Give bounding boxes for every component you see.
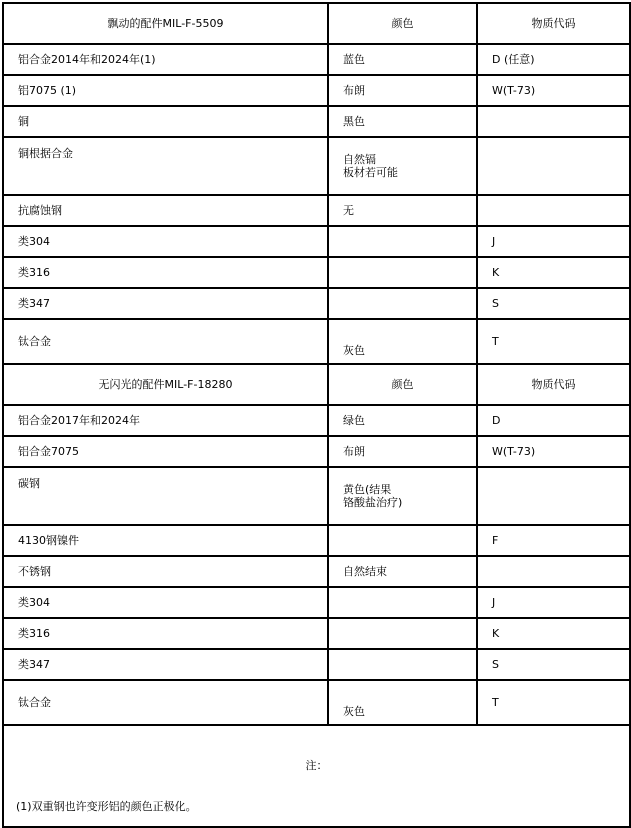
code-cell (477, 556, 630, 587)
color-cell: 布朗 (328, 436, 477, 467)
section2-header-fitting: 无闪光的配件MIL-F-18280 (3, 364, 328, 405)
table-row (3, 436, 630, 467)
table-row (3, 319, 630, 364)
color-cell (328, 288, 477, 319)
material-cell: 铝合金2017年和2024年 (3, 405, 328, 436)
material-cell: 类304 (3, 587, 328, 618)
material-cell: 类347 (3, 649, 328, 680)
color-cell: 蓝色 (328, 44, 477, 75)
material-cell: 铜根据合金 (3, 137, 328, 195)
material-cell: 铝合金2014年和2024年(1) (3, 44, 328, 75)
table-row (3, 106, 630, 137)
notes-text: (1)双重钢也许变形铝的颜色正极化。 (16, 800, 197, 813)
color-cell: 自然结束 (328, 556, 477, 587)
code-cell: S (477, 649, 630, 680)
code-cell (477, 195, 630, 226)
code-cell: D (477, 405, 630, 436)
material-cell: 类347 (3, 288, 328, 319)
material-cell: 铝7075 (1) (3, 75, 328, 106)
section1-header-fitting: 飘动的配件MIL-F-5509 (3, 3, 328, 44)
code-cell: W(T-73) (477, 436, 630, 467)
table-row (3, 257, 630, 288)
color-cell: 无 (328, 195, 477, 226)
material-cell: 碳钢 (3, 467, 328, 525)
material-cell: 抗腐蚀钢 (3, 195, 328, 226)
notes-row (3, 725, 630, 827)
code-cell: J (477, 226, 630, 257)
color-cell: 灰色 (328, 319, 477, 364)
code-cell (477, 137, 630, 195)
material-cell: 铝合金7075 (3, 436, 328, 467)
color-cell: 布朗 (328, 75, 477, 106)
color-cell: 黑色 (328, 106, 477, 137)
notes-title: 注： (305, 759, 328, 772)
material-cell: 类316 (3, 618, 328, 649)
table-row (3, 556, 630, 587)
color-cell: 自然镉 板材若可能 (328, 137, 477, 195)
material-cell: 类304 (3, 226, 328, 257)
code-cell: J (477, 587, 630, 618)
color-cell (328, 618, 477, 649)
table-row (3, 288, 630, 319)
material-cell: 4130钢镍件 (3, 525, 328, 556)
material-cell: 铜 (3, 106, 328, 137)
notes-cell (3, 725, 630, 827)
code-cell: W(T-73) (477, 75, 630, 106)
code-cell: T (477, 319, 630, 364)
color-cell: 灰色 (328, 680, 477, 725)
table-row (3, 649, 630, 680)
color-cell (328, 649, 477, 680)
table-row (3, 525, 630, 556)
code-cell (477, 106, 630, 137)
section1-header-color: 颜色 (328, 3, 477, 44)
section2-header-color: 颜色 (328, 364, 477, 405)
table-row (3, 680, 630, 725)
color-cell (328, 587, 477, 618)
code-cell: F (477, 525, 630, 556)
color-cell (328, 226, 477, 257)
table-row (3, 75, 630, 106)
material-cell: 钛合金 (3, 680, 328, 725)
material-cell: 类316 (3, 257, 328, 288)
code-cell: S (477, 288, 630, 319)
section2-header-code: 物质代码 (477, 364, 630, 405)
table-row (3, 226, 630, 257)
color-cell (328, 525, 477, 556)
fittings-color-code-table (2, 2, 631, 828)
code-cell: D (任意) (477, 44, 630, 75)
color-cell: 绿色 (328, 405, 477, 436)
code-cell: K (477, 618, 630, 649)
color-cell: 黄色(结果 铬酸盐治疗) (328, 467, 477, 525)
section1-header-row (3, 3, 630, 44)
table-row (3, 587, 630, 618)
color-cell (328, 257, 477, 288)
table-row (3, 195, 630, 226)
section1-header-code: 物质代码 (477, 3, 630, 44)
table-row (3, 137, 630, 195)
table-row (3, 44, 630, 75)
table-row (3, 405, 630, 436)
table-row (3, 467, 630, 525)
section2-header-row (3, 364, 630, 405)
code-cell: T (477, 680, 630, 725)
material-cell: 钛合金 (3, 319, 328, 364)
table-row (3, 618, 630, 649)
code-cell (477, 467, 630, 525)
material-cell: 不锈钢 (3, 556, 328, 587)
code-cell: K (477, 257, 630, 288)
